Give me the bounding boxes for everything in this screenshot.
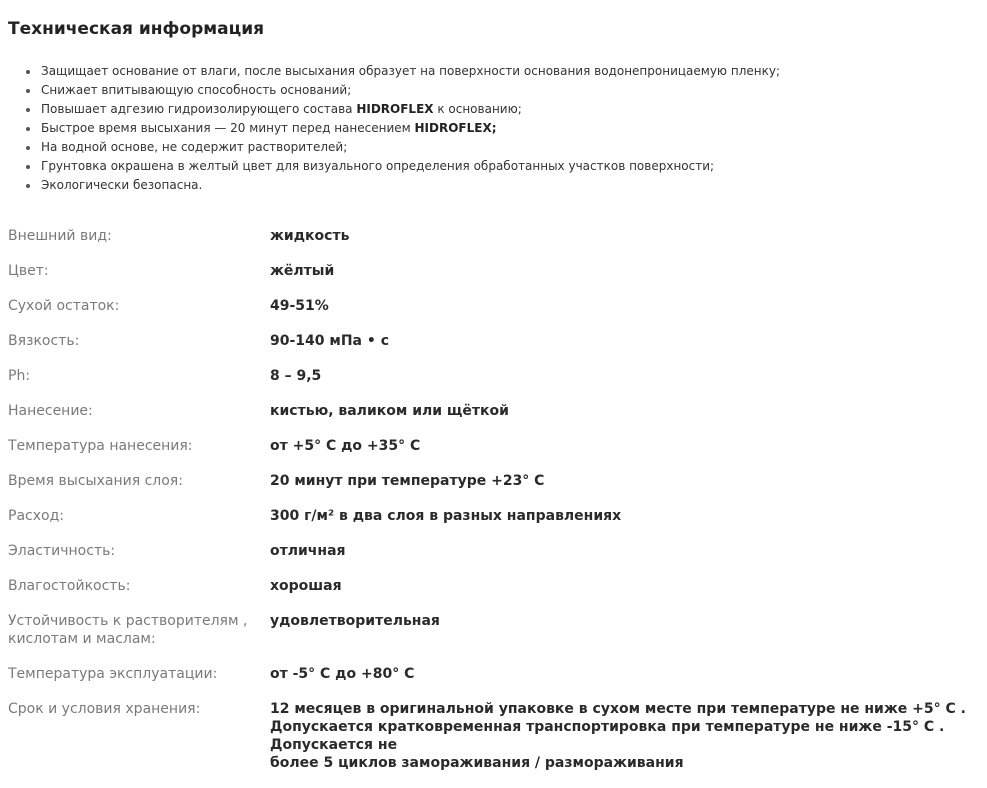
feature-text: к основанию; — [433, 102, 522, 116]
spec-label: Цвет: — [8, 263, 49, 279]
list-item — [24, 176, 780, 195]
list-item — [24, 100, 780, 119]
brand-name: HIDROFLEX; — [414, 121, 497, 135]
spec-value: жёлтый — [270, 263, 335, 279]
list-item — [24, 62, 780, 81]
spec-value: 49-51% — [270, 298, 329, 314]
spec-label — [8, 612, 270, 648]
spec-value: хорошая — [270, 578, 342, 594]
feature-text: Снижает впитывающую способность оснований; — [41, 83, 352, 97]
spec-row-storage — [8, 699, 983, 772]
spec-value: отличная — [270, 543, 346, 559]
brand-name: HIDROFLEX — [356, 102, 434, 116]
spec-value: 90-140 мПа • с — [270, 333, 389, 349]
spec-value — [270, 700, 983, 772]
spec-label: Вязкость: — [8, 333, 80, 349]
spec-label-line: кислотам и маслам: — [8, 631, 156, 647]
spec-label: Расход: — [8, 508, 64, 524]
feature-text: Грунтовка окрашена в желтый цвет для визуального определения обработанных участков поверхности; — [41, 159, 715, 173]
list-item — [24, 81, 780, 100]
spec-row-operating-temp — [8, 664, 983, 683]
spec-value: 8 – 9,5 — [270, 368, 322, 384]
spec-value: от -5° С до +80° С — [270, 666, 415, 682]
features-list — [24, 62, 780, 195]
spec-row-dry-residue — [8, 296, 983, 315]
feature-text: Экологически безопасна. — [41, 178, 203, 192]
page-title: Техническая информация — [8, 19, 265, 39]
spec-label: Внешний вид: — [8, 228, 112, 244]
spec-label-line: Устойчивость к растворителям , — [8, 613, 248, 629]
list-item — [24, 138, 780, 157]
spec-row-appearance — [8, 226, 983, 245]
spec-value: 20 минут при температуре +23° С — [270, 473, 545, 489]
spec-row-moisture-resistance — [8, 576, 983, 595]
spec-value-line: 12 месяцев в оригинальной упаковке в сухом месте при температуре не ниже +5° С . — [270, 701, 966, 717]
spec-label: Влагостойкость: — [8, 578, 131, 594]
spec-value: кистью, валиком или щёткой — [270, 403, 509, 419]
feature-text: Быстрое время высыхания — 20 минут перед нанесением — [41, 121, 415, 135]
spec-label: Сухой остаток: — [8, 298, 120, 314]
spec-label: Нанесение: — [8, 403, 93, 419]
feature-text: Защищает основание от влаги, после высыхания образует на поверхности основания водонепроницаемую пленку; — [41, 64, 780, 78]
list-item — [24, 119, 780, 138]
spec-value: жидкость — [270, 228, 350, 244]
spec-value: удовлетворительная — [270, 613, 440, 629]
spec-value: 300 г/м² в два слоя в разных направлениях — [270, 508, 622, 524]
spec-value: от +5° С до +35° С — [270, 438, 421, 454]
feature-text: На водной основе, не содержит растворителей; — [41, 140, 348, 154]
feature-text: Повышает адгезию гидроизолирующего состава — [41, 102, 357, 116]
spec-row-color — [8, 261, 983, 280]
spec-row-elasticity — [8, 541, 983, 560]
spec-row-chemical-resistance — [8, 611, 983, 648]
spec-label: Время высыхания слоя: — [8, 473, 183, 489]
spec-value-line: более 5 циклов замораживания / размораживания — [270, 755, 684, 771]
spec-row-application — [8, 401, 983, 420]
spec-row-application-temp — [8, 436, 983, 455]
spec-row-consumption — [8, 506, 983, 525]
spec-row-viscosity — [8, 331, 983, 350]
spec-value-line: Допускается кратковременная транспортировка при температуре не ниже -15° С . Допускается не — [270, 719, 945, 753]
spec-label: Температура нанесения: — [8, 438, 193, 454]
spec-label: Эластичность: — [8, 543, 116, 559]
spec-row-ph — [8, 366, 983, 385]
list-item — [24, 157, 780, 176]
spec-label: Ph: — [8, 368, 31, 384]
spec-label: Температура эксплуатации: — [8, 666, 218, 682]
spec-row-drying-time — [8, 471, 983, 490]
spec-label: Срок и условия хранения: — [8, 701, 201, 717]
specs-table — [8, 226, 983, 788]
